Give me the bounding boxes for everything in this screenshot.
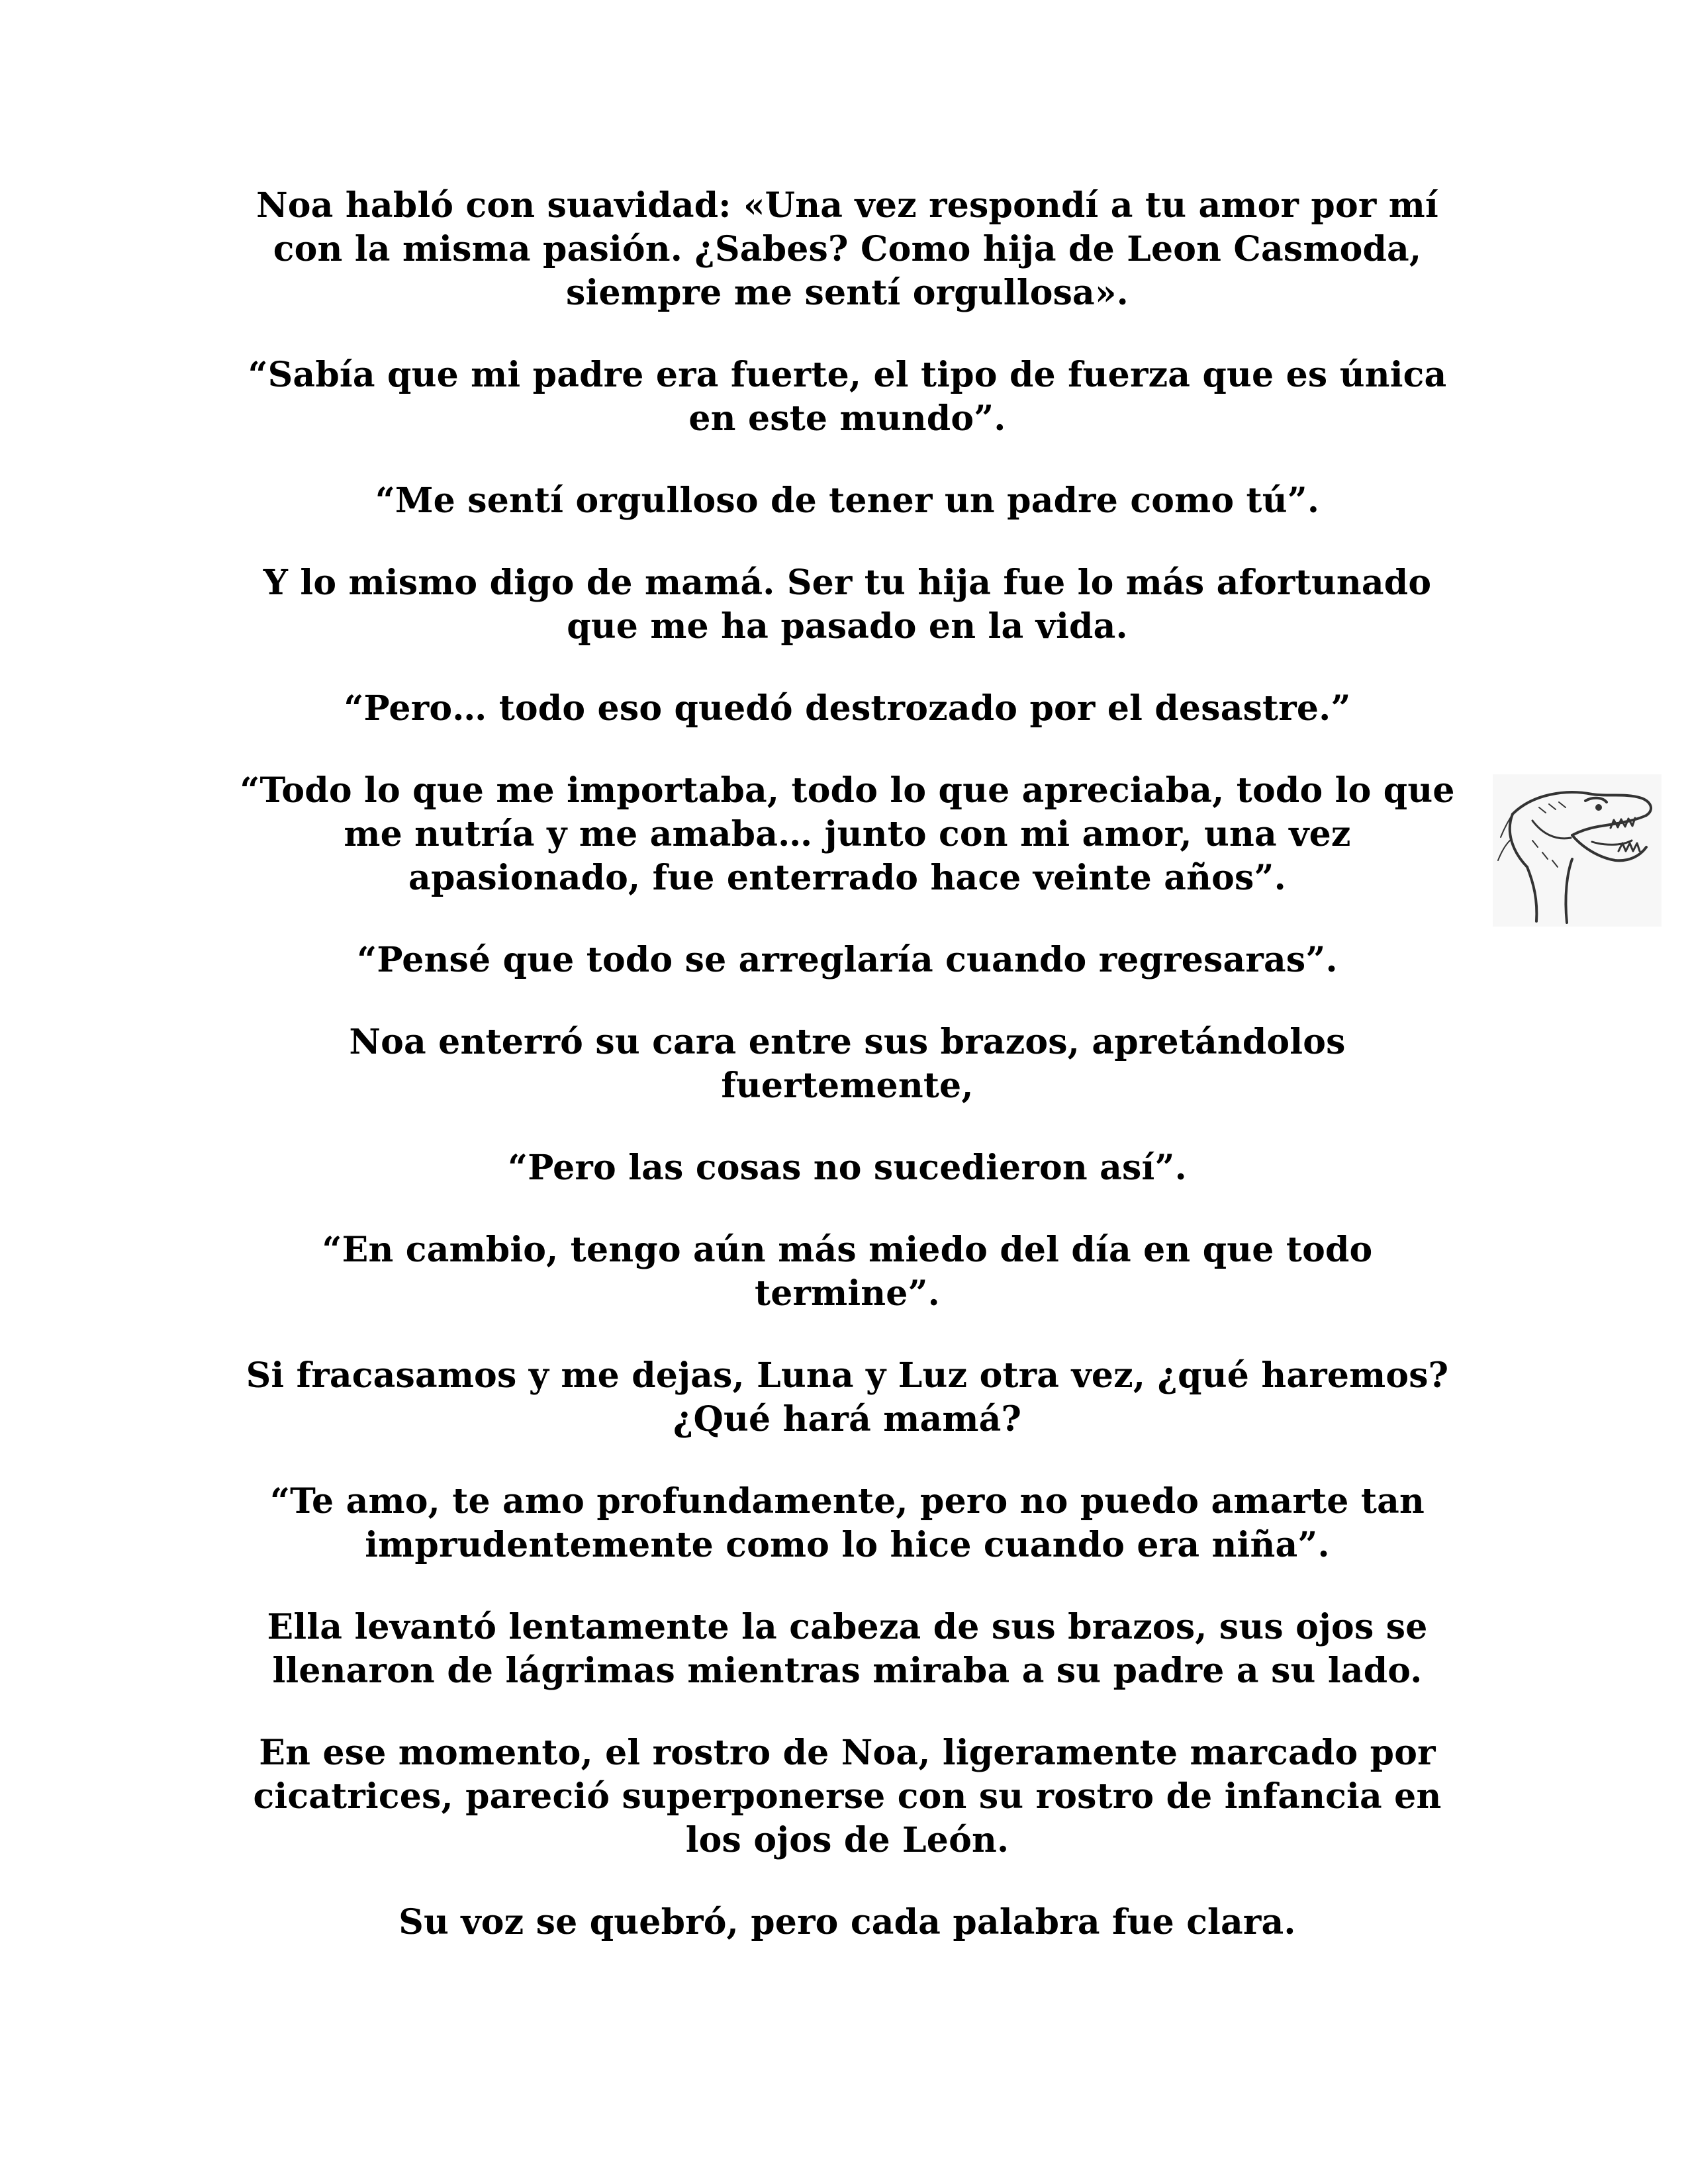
paragraph: Ella levantó lentamente la cabeza de sus brazos, sus ojos se llenaron de lágrimas mientras miraba a su padre a su lado. (267, 1607, 1428, 1691)
paragraph: Su voz se quebró, pero cada palabra fue clara. (399, 1902, 1296, 1942)
paragraph: Noa enterró su cara entre sus brazos, apretándolos fuertemente, (349, 1022, 1346, 1106)
paragraph: “Me sentí orgulloso de tener un padre como tú”. (375, 480, 1320, 521)
paragraph: Y lo mismo digo de mamá. Ser tu hija fue lo más afortunado que me ha pasado en la vida. (263, 563, 1432, 647)
dinosaur-head-sketch-icon (1493, 774, 1662, 927)
paragraph: “Pensé que todo se arreglaría cuando regresaras”. (357, 940, 1338, 980)
paragraph: Noa habló con suavidad: «Una vez respondí a tu amor por mí con la misma pasión. ¿Sabes? Como hija de Leon Casmoda, siempre me sentí orgullosa». (256, 185, 1438, 313)
paragraph: “Sabía que mi padre era fuerte, el tipo de fuerza que es única en este mundo”. (248, 355, 1447, 439)
paragraph: En ese momento, el rostro de Noa, ligeramente marcado por cicatrices, pareció superponerse con su rostro de infancia en los ojos de León. (253, 1733, 1442, 1860)
paragraph: “Pero… todo eso quedó destrozado por el desastre.” (344, 688, 1351, 729)
paragraph: “En cambio, tengo aún más miedo del día en que todo termine”. (322, 1230, 1373, 1314)
paragraph: “Te amo, te amo profundamente, pero no puedo amarte tan imprudentemente como lo hice cuando era niña”. (270, 1481, 1425, 1565)
paragraph: “Todo lo que me importaba, todo lo que apreciaba, todo lo que me nutría y me amaba… junto con mi amor, una vez apasionado, fue enterrado hace veinte años”. (240, 770, 1455, 898)
story-text (225, 184, 1470, 1983)
paragraph: “Pero las cosas no sucedieron así”. (508, 1148, 1187, 1188)
paragraph: Si fracasamos y me dejas, Luna y Luz otra vez, ¿qué haremos? ¿Qué hará mamá? (246, 1355, 1449, 1439)
